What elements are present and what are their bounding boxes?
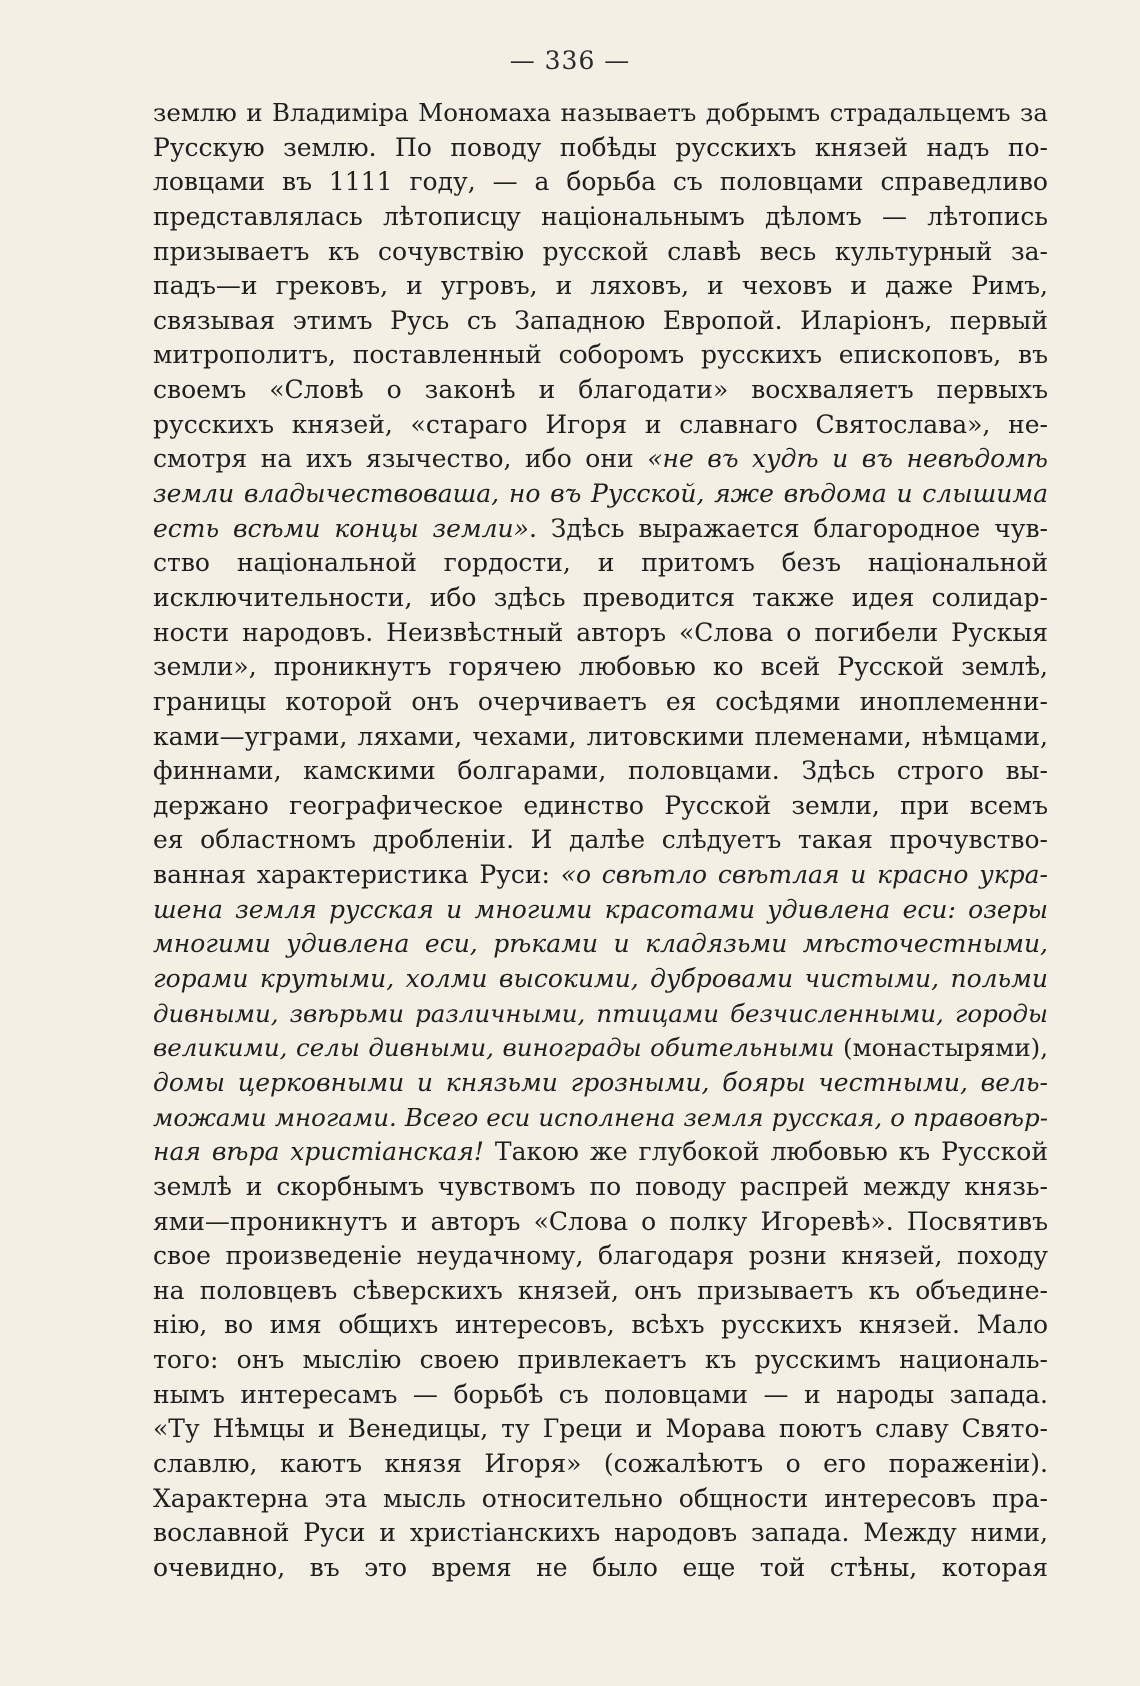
text-segment: . Здѣсь выражается благородное чув- [528,513,1048,543]
text-segment: Такою же глубокой любовью къ Русской [483,1137,1048,1167]
text-segment: нымъ интересамъ — борьбѣ съ половцами — и народы запада. [153,1379,1048,1409]
text-line [153,1378,1048,1413]
text-line [153,1412,1048,1447]
text-segment: русскихъ князей, «стараго Игоря и славнаго Святослава», не- [153,409,1048,439]
text-line [153,200,1048,235]
text-segment: ея областномъ дробленіи. И далѣе слѣдуетъ такая прочувство- [153,825,1048,855]
text-segment: земли», проникнутъ горячею любовью ко всей Русской землѣ, [153,652,1048,682]
text-segment: призываетъ къ сочувствію русской славѣ весь культурный за- [153,236,1048,266]
text-segment: «Ту Нѣмцы и Венедицы, ту Греци и Морава поютъ славу Свято- [153,1414,1048,1444]
text-segment: вославной Руси и христіанскихъ народовъ запада. Между ними, [153,1518,1048,1548]
text-segment: на половцевъ сѣверскихъ князей, онъ призываетъ къ объедине- [153,1275,1048,1305]
text-line [153,823,1048,858]
text-segment: нію, во имя общихъ интересовъ, всѣхъ русскихъ князей. Мало [153,1310,1048,1340]
text-line [153,581,1048,616]
text-segment: держано географическое единство Русской земли, при всемъ [153,790,1048,820]
text-line [153,338,1048,373]
text-line [153,546,1048,581]
text-segment: землѣ и скорбнымъ чувствомъ по поводу распрей между князь- [153,1171,1048,1201]
text-segment: финнами, камскими болгарами, половцами. Здѣсь строго вы- [153,756,1048,786]
text-line [153,96,1048,131]
text-segment: ловцами въ 1111 году, — а борьба съ половцами справедливо [153,167,1048,197]
text-line [153,1447,1048,1482]
text-line [153,789,1048,824]
text-line [153,1482,1048,1517]
italic-quote-segment: дивными, звѣрьми различными, птицами безчисленными, городы [153,998,1048,1028]
italic-quote-segment: земли владычествоваша, но въ Русской, яже вѣдома и слышима [153,479,1048,509]
text-line [153,1031,1048,1066]
text-line [153,927,1048,962]
text-segment: ство національной гордости, и притомъ безъ національной [153,548,1048,578]
text-line [153,408,1048,443]
text-line [153,1343,1048,1378]
text-segment: очевидно, въ это время не было еще той стѣны, которая [153,1552,1048,1582]
text-line [153,754,1048,789]
text-segment: митрополитъ, поставленный соборомъ русскихъ епископовъ, въ [153,340,1048,370]
text-segment: представлялась лѣтописцу національнымъ дѣломъ — лѣтопись [153,201,1048,231]
text-segment: границы которой онъ очерчиваетъ ея сосѣдями иноплеменни- [153,686,1048,716]
text-line [153,131,1048,166]
text-segment: (монастырями), [834,1033,1048,1063]
text-line [153,165,1048,200]
italic-quote-segment: есть всѣми концы земли» [153,513,529,543]
text-segment: смотря на ихъ язычество, ибо они [153,444,648,474]
text-line [153,477,1048,512]
text-line [153,269,1048,304]
text-segment: Русскую землю. По поводу побѣды русскихъ князей надъ по- [153,132,1048,162]
text-segment: падъ—и грековъ, и угровъ, и ляховъ, и чеховъ и даже Римъ, [153,271,1048,301]
italic-quote-segment: ная вѣра христіанская! [153,1137,484,1167]
italic-quote-segment: домы церковными и князьми грозными, бояры честными, вель- [153,1067,1048,1097]
text-line [153,1101,1048,1136]
text-line [153,893,1048,928]
text-line [153,616,1048,651]
text-line [153,1516,1048,1551]
text-line [153,304,1048,339]
text-line [153,512,1048,547]
text-segment: ями—проникнутъ и авторъ «Слова о полку Игоревѣ». Посвятивъ [153,1206,1048,1236]
text-segment: Характерна эта мысль относительно общности интересовъ пра- [153,1483,1048,1513]
italic-quote-segment: горами крутыми, холми высокими, дубровами чистыми, польми [153,964,1048,994]
text-segment: землю и Владиміра Мономаха называетъ добрымъ страдальцемъ за [153,98,1048,127]
text-segment: связывая этимъ Русь съ Западною Европой. Иларіонъ, первый [153,305,1048,335]
text-line [153,235,1048,270]
text-segment: свое произведеніе неудачному, благодаря розни князей, походу [153,1241,1048,1271]
text-line [153,685,1048,720]
text-line [153,1551,1048,1586]
page-number: — 336 — [509,46,631,75]
text-line [153,1205,1048,1240]
text-segment: славлю, каютъ князя Игоря» (сожалѣютъ о его пораженіи). [153,1448,1048,1478]
text-line [153,650,1048,685]
text-line [153,442,1048,477]
text-segment: исключительности, ибо здѣсь преводится также идея солидар- [153,582,1048,612]
body-text [153,96,1048,1586]
text-line [153,962,1048,997]
text-line [153,1239,1048,1274]
italic-quote-segment: великими, селы дивными, винограды обительными [153,1033,835,1063]
text-line [153,1066,1048,1101]
italic-quote-segment: многими удивлена еси, рѣками и кладязьми мѣсточестными, [153,929,1048,959]
italic-quote-segment: можами многами. Всего еси исполнена земля русская, о правовѣр- [153,1102,1048,1132]
text-line [153,1170,1048,1205]
text-line [153,1135,1048,1170]
text-segment: ками—уграми, ляхами, чехами, литовскими племенами, нѣмцами, [153,721,1048,751]
text-segment: своемъ «Словѣ о законѣ и благодати» восхваляетъ первыхъ [153,375,1048,405]
text-segment: того: онъ мыслію своею привлекаетъ къ русскимъ националь- [153,1345,1048,1375]
text-segment: ности народовъ. Неизвѣстный авторъ «Слова о погибели Рускыя [153,617,1048,647]
text-line [153,720,1048,755]
text-line [153,1274,1048,1309]
text-segment: ванная характеристика Руси: [153,860,561,890]
text-line [153,1308,1048,1343]
text-line [153,858,1048,893]
italic-quote-segment: «не въ худѣ и въ невѣдомѣ [647,444,1048,474]
text-line [153,373,1048,408]
italic-quote-segment: шена земля русская и многими красотами удивлена еси: озеры [153,894,1048,924]
text-line [153,997,1048,1032]
italic-quote-segment: «о свѣтло свѣтлая и красно укра- [560,860,1048,890]
